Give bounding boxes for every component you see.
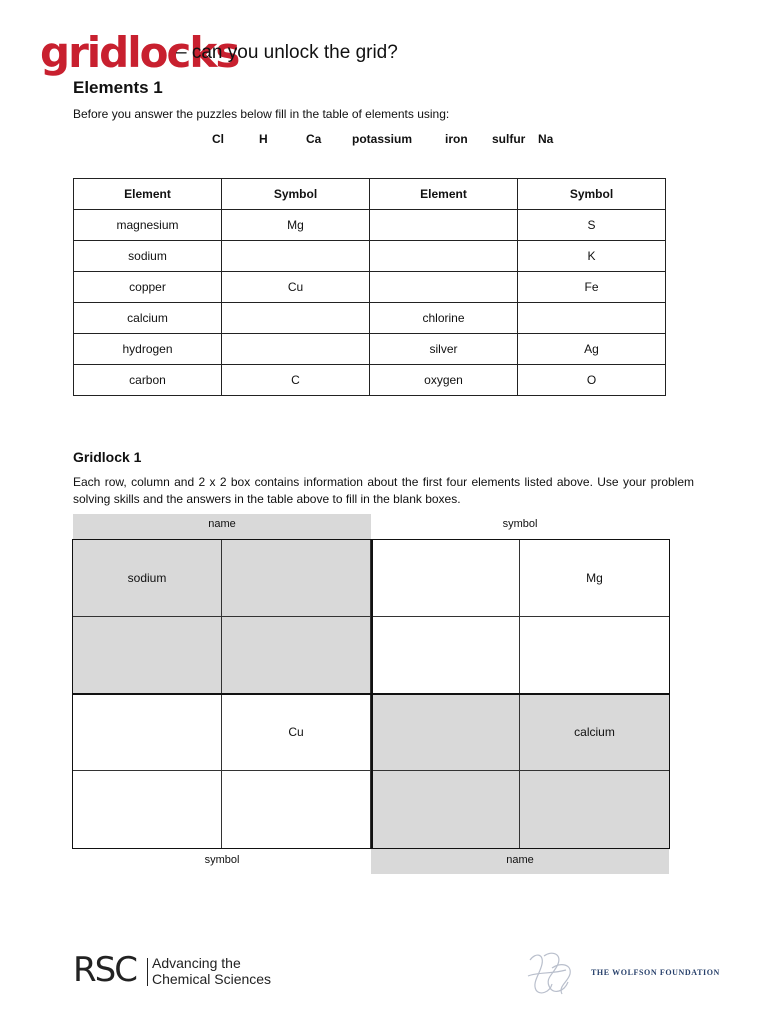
table-cell: copper <box>74 272 222 303</box>
table-cell: S <box>518 210 666 241</box>
column-header: Element <box>370 179 518 210</box>
grid-label-name-bottom: name <box>371 849 669 874</box>
table-cell: K <box>518 241 666 272</box>
column-header: Symbol <box>222 179 370 210</box>
grid-cell-blank[interactable] <box>520 617 669 694</box>
table-cell: silver <box>370 334 518 365</box>
box-divider-horizontal <box>73 693 669 695</box>
table-row <box>74 303 666 334</box>
column-header: Symbol <box>518 179 666 210</box>
word-bank-item: iron <box>445 132 468 146</box>
table-cell-blank[interactable] <box>518 303 666 334</box>
table-header-row <box>74 179 666 210</box>
word-bank-item: H <box>259 132 268 146</box>
grid-label-name-top: name <box>73 514 371 539</box>
word-bank-item: Ca <box>306 132 322 146</box>
table-cell: Ag <box>518 334 666 365</box>
table-row <box>74 365 666 396</box>
table-row <box>74 241 666 272</box>
section-title-gridlock: Gridlock 1 <box>73 449 142 465</box>
table-cell: C <box>222 365 370 396</box>
table-cell-blank[interactable] <box>222 303 370 334</box>
grid-cell: calcium <box>520 694 669 771</box>
rsc-tagline-line1: Advancing the <box>152 955 241 971</box>
table-cell-blank[interactable] <box>222 334 370 365</box>
table-cell-blank[interactable] <box>222 241 370 272</box>
grid-cell-blank[interactable] <box>222 540 371 617</box>
grid-cell: sodium <box>73 540 222 617</box>
table-cell: sodium <box>74 241 222 272</box>
table-cell: Mg <box>222 210 370 241</box>
rsc-tagline-line2: Chemical Sciences <box>152 971 272 987</box>
table-cell: chlorine <box>370 303 518 334</box>
grid-cell-blank[interactable] <box>520 771 669 848</box>
column-header: Element <box>74 179 222 210</box>
word-bank-item: sulfur <box>492 132 526 146</box>
grid-cell-blank[interactable] <box>371 617 520 694</box>
word-bank-item: Na <box>538 132 554 146</box>
table-cell: oxygen <box>370 365 518 396</box>
elements-table <box>73 178 666 396</box>
grid-cell-blank[interactable] <box>222 617 371 694</box>
rsc-logo-divider <box>147 958 148 986</box>
grid-cell-blank[interactable] <box>222 771 371 848</box>
grid-cell: Mg <box>520 540 669 617</box>
rsc-logo: RSC <box>73 950 136 990</box>
grid-cell-blank[interactable] <box>371 540 520 617</box>
page-tagline: – can you unlock the grid? <box>176 42 398 63</box>
table-cell: Fe <box>518 272 666 303</box>
table-row <box>74 272 666 303</box>
grid-cell: Cu <box>222 694 371 771</box>
table-row <box>74 334 666 365</box>
grid-cell-blank[interactable] <box>371 694 520 771</box>
table-row <box>74 210 666 241</box>
table-cell: calcium <box>74 303 222 334</box>
table-cell-blank[interactable] <box>370 210 518 241</box>
grid-cell-blank[interactable] <box>371 771 520 848</box>
gridlocks-logo: gridlocks <box>40 28 239 77</box>
gridlock-instructions: Each row, column and 2 x 2 box contains information about the first four elements listed above. Use your problem solving skills and the answers in the table above to fill in the blank boxes. <box>73 475 694 506</box>
grid-cell-blank[interactable] <box>73 771 222 848</box>
table-cell: hydrogen <box>74 334 222 365</box>
grid-label-symbol-top: symbol <box>502 518 538 530</box>
table-cell-blank[interactable] <box>370 272 518 303</box>
grid-cell-blank[interactable] <box>73 694 222 771</box>
word-bank-item: Cl <box>212 132 224 146</box>
word-bank-item: potassium <box>352 132 413 146</box>
gridlock-grid <box>72 539 670 849</box>
intro-text: Before you answer the puzzles below fill in the table of elements using: <box>73 107 450 121</box>
wolfson-foundation-logo: THE WOLFSON FOUNDATION <box>591 968 720 977</box>
wolfson-emblem-icon <box>522 948 580 998</box>
table-cell-blank[interactable] <box>370 241 518 272</box>
section-title-elements: Elements 1 <box>73 78 163 97</box>
grid-cell-blank[interactable] <box>73 617 222 694</box>
table-cell: Cu <box>222 272 370 303</box>
grid-label-symbol-bottom: symbol <box>204 854 240 866</box>
table-cell: magnesium <box>74 210 222 241</box>
table-cell: carbon <box>74 365 222 396</box>
table-cell: O <box>518 365 666 396</box>
